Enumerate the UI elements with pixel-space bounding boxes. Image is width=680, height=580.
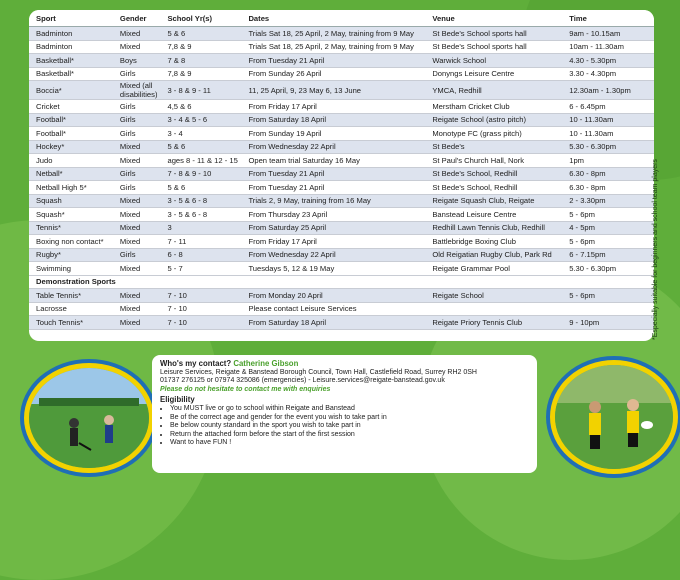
cell-dates: From Thursday 23 April xyxy=(241,208,425,222)
cell-school-years: 7 - 10 xyxy=(160,302,241,316)
cell-venue: Reigate School (astro pitch) xyxy=(425,113,562,127)
cell-dates: From Tuesday 21 April xyxy=(241,181,425,195)
cell-dates: Open team trial Saturday 16 May xyxy=(241,154,425,168)
cell-school-years: 7 - 11 xyxy=(160,235,241,249)
section-title: Demonstration Sports xyxy=(29,275,654,289)
cell-sport: Boccia* xyxy=(29,81,113,100)
cell-time: 5.30 - 6.30pm xyxy=(562,262,654,276)
table-row xyxy=(29,302,654,316)
cell-venue: St Bede's School sports hall xyxy=(425,40,562,54)
cell-venue: Banstead Leisure Centre xyxy=(425,208,562,222)
cell-sport: Swimming xyxy=(29,262,113,276)
cell-school-years: 4,5 & 6 xyxy=(160,100,241,114)
cell-gender: Mixed xyxy=(113,221,161,235)
cell-sport: Touch Tennis* xyxy=(29,316,113,330)
cell-dates: Tuesdays 5, 12 & 19 May xyxy=(241,262,425,276)
cell-sport: Cricket xyxy=(29,100,113,114)
table-row xyxy=(29,208,654,222)
cell-time: 5 - 6pm xyxy=(562,235,654,249)
cell-dates: Trials Sat 18, 25 April, 2 May, training from 9 May xyxy=(241,27,425,41)
cell-dates: From Sunday 26 April xyxy=(241,67,425,81)
cell-dates: Please contact Leisure Services xyxy=(241,302,425,316)
cell-time: 1pm xyxy=(562,154,654,168)
contact-heading-label: Who's my contact? xyxy=(160,359,232,368)
cell-venue: St Bede's School, Redhill xyxy=(425,181,562,195)
table-row xyxy=(29,154,654,168)
table-row xyxy=(29,27,654,41)
cell-school-years: 7 - 10 xyxy=(160,316,241,330)
cell-school-years: 3 - 8 & 9 - 11 xyxy=(160,81,241,100)
cell-school-years: 7,8 & 9 xyxy=(160,67,241,81)
table-row xyxy=(29,54,654,68)
cell-venue: Reigate Grammar Pool xyxy=(425,262,562,276)
cell-gender: Girls xyxy=(113,167,161,181)
contact-phone-email[interactable]: 01737 276125 or 07974 325086 (emergencies) - Leisure.services@reigate-banstead.gov.uk xyxy=(160,377,445,385)
eligibility-title: Eligibility xyxy=(160,395,195,405)
contact-address: Leisure Services, Reigate & Banstead Borough Council, Town Hall, Castlefield Road, Surrey RH2 0SH xyxy=(160,368,477,376)
cell-sport: Rugby* xyxy=(29,248,113,262)
cell-school-years: 5 & 6 xyxy=(160,140,241,154)
cell-venue: Redhill Lawn Tennis Club, Redhill xyxy=(425,221,562,235)
cell-time: 10am - 11.30am xyxy=(562,40,654,54)
cell-venue: Reigate School xyxy=(425,289,562,303)
cell-school-years: 7 & 8 xyxy=(160,54,241,68)
eligibility-item: • Be of the correct age and gender for the event you wish to take part in xyxy=(170,414,529,423)
column-header-gender: Gender xyxy=(113,10,161,27)
cell-gender: Girls xyxy=(113,100,161,114)
cell-sport: Judo xyxy=(29,154,113,168)
cell-school-years: ages 8 - 11 & 12 - 15 xyxy=(160,154,241,168)
cell-school-years: 5 & 6 xyxy=(160,27,241,41)
cell-dates: Trials 2, 9 May, training from 16 May xyxy=(241,194,425,208)
cell-venue xyxy=(425,302,562,316)
cell-time: 5 - 6pm xyxy=(562,208,654,222)
eligibility-list xyxy=(160,405,529,448)
cell-sport: Hockey* xyxy=(29,140,113,154)
cell-sport: Squash* xyxy=(29,208,113,222)
column-header-sport: Sport xyxy=(29,10,113,27)
side-note: *Especially suitable for beginners and school team players xyxy=(652,159,659,340)
table-row xyxy=(29,262,654,276)
column-header-venue: Venue xyxy=(425,10,562,27)
section-header-row xyxy=(29,275,654,289)
cell-gender: Mixed (all disabilities) xyxy=(113,81,161,100)
eligibility-item: • You MUST live or go to school within Reigate and Banstead xyxy=(170,405,529,414)
cell-time: 5.30 - 6.30pm xyxy=(562,140,654,154)
table-row xyxy=(29,40,654,54)
eligibility-item: • Be below county standard in the sport you wish to take part in xyxy=(170,422,529,431)
cell-gender: Mixed xyxy=(113,154,161,168)
cell-gender: Mixed xyxy=(113,235,161,249)
cell-school-years: 5 & 6 xyxy=(160,181,241,195)
cell-gender: Girls xyxy=(113,67,161,81)
table-row xyxy=(29,221,654,235)
cell-school-years: 3 - 4 xyxy=(160,127,241,141)
cell-dates: From Monday 20 April xyxy=(241,289,425,303)
cell-school-years: 6 - 8 xyxy=(160,248,241,262)
cell-gender: Girls xyxy=(113,113,161,127)
cell-gender: Boys xyxy=(113,54,161,68)
cell-time: 6.30 - 8pm xyxy=(562,167,654,181)
cell-dates: From Wednesday 22 April xyxy=(241,248,425,262)
table-row xyxy=(29,289,654,303)
rugby-photo xyxy=(550,360,678,474)
column-header-school-years: School Yr(s) xyxy=(160,10,241,27)
contact-note: Please do not hesitate to contact me with enquiries xyxy=(160,385,331,393)
cell-dates: From Friday 17 April xyxy=(241,100,425,114)
cell-dates: From Sunday 19 April xyxy=(241,127,425,141)
cell-dates: From Saturday 25 April xyxy=(241,221,425,235)
cell-school-years: 3 - 4 & 5 - 6 xyxy=(160,113,241,127)
cell-time: 4 - 5pm xyxy=(562,221,654,235)
table-row xyxy=(29,67,654,81)
cell-gender: Mixed xyxy=(113,262,161,276)
cell-dates: From Friday 17 April xyxy=(241,235,425,249)
cell-venue: St Bede's School, Redhill xyxy=(425,167,562,181)
cell-time: 2 - 3.30pm xyxy=(562,194,654,208)
column-header-time: Time xyxy=(562,10,654,27)
cell-time: 6 - 7.15pm xyxy=(562,248,654,262)
eligibility-item: • Want to have FUN ! xyxy=(170,439,529,448)
schedule-table xyxy=(29,10,654,330)
cell-school-years: 5 - 7 xyxy=(160,262,241,276)
cell-venue: St Bede's xyxy=(425,140,562,154)
cell-venue: Monotype FC (grass pitch) xyxy=(425,127,562,141)
cell-sport: Badminton xyxy=(29,40,113,54)
cell-time: 12.30am - 1.30pm xyxy=(562,81,654,100)
rugby-photo-image xyxy=(555,365,673,469)
cell-school-years: 3 xyxy=(160,221,241,235)
table-row xyxy=(29,181,654,195)
cell-sport: Squash xyxy=(29,194,113,208)
cell-gender: Mixed xyxy=(113,40,161,54)
cell-gender: Mixed xyxy=(113,316,161,330)
cell-venue: Old Reigatian Rugby Club, Park Rd xyxy=(425,248,562,262)
contact-box xyxy=(152,355,537,473)
cell-venue: St Bede's School sports hall xyxy=(425,27,562,41)
cell-sport: Badminton xyxy=(29,27,113,41)
cell-sport: Football* xyxy=(29,113,113,127)
cell-venue: Warwick School xyxy=(425,54,562,68)
cell-venue: Donyngs Leisure Centre xyxy=(425,67,562,81)
cell-sport: Basketball* xyxy=(29,54,113,68)
contact-name: Catherine Gibson xyxy=(233,359,299,368)
cell-time: 9am - 10.15am xyxy=(562,27,654,41)
cell-gender: Girls xyxy=(113,248,161,262)
cell-gender: Mixed xyxy=(113,27,161,41)
eligibility-item: • Return the attached form before the start of the first session xyxy=(170,431,529,440)
table-row xyxy=(29,127,654,141)
cell-venue: YMCA, Redhill xyxy=(425,81,562,100)
cell-sport: Netball High 5* xyxy=(29,181,113,195)
cell-time: 9 - 10pm xyxy=(562,316,654,330)
column-header-dates: Dates xyxy=(241,10,425,27)
cell-venue: Battlebridge Boxing Club xyxy=(425,235,562,249)
cell-sport: Basketball* xyxy=(29,67,113,81)
cell-school-years: 3 - 5 & 6 - 8 xyxy=(160,194,241,208)
cell-time: 6.30 - 8pm xyxy=(562,181,654,195)
cell-venue: St Paul's Church Hall, Nork xyxy=(425,154,562,168)
hockey-photo-image xyxy=(29,368,149,468)
cell-sport: Table Tennis* xyxy=(29,289,113,303)
table-row xyxy=(29,235,654,249)
cell-dates: From Tuesday 21 April xyxy=(241,167,425,181)
cell-sport: Netball* xyxy=(29,167,113,181)
table-row xyxy=(29,113,654,127)
cell-dates: From Saturday 18 April xyxy=(241,113,425,127)
hockey-photo xyxy=(24,363,154,473)
table-row xyxy=(29,316,654,330)
cell-gender: Mixed xyxy=(113,289,161,303)
cell-time: 6 - 6.45pm xyxy=(562,100,654,114)
table-row xyxy=(29,81,654,100)
cell-dates: From Tuesday 21 April xyxy=(241,54,425,68)
table-row xyxy=(29,140,654,154)
cell-venue: Reigate Squash Club, Reigate xyxy=(425,194,562,208)
cell-gender: Mixed xyxy=(113,194,161,208)
table-row xyxy=(29,194,654,208)
cell-gender: Girls xyxy=(113,181,161,195)
cell-dates: From Saturday 18 April xyxy=(241,316,425,330)
cell-gender: Mixed xyxy=(113,302,161,316)
contact-heading xyxy=(160,360,529,369)
cell-dates: 11, 25 April, 9, 23 May 6, 13 June xyxy=(241,81,425,100)
cell-dates: Trials Sat 18, 25 April, 2 May, training from 9 May xyxy=(241,40,425,54)
cell-time: 10 - 11.30am xyxy=(562,127,654,141)
cell-school-years: 7,8 & 9 xyxy=(160,40,241,54)
cell-time: 4.30 - 5.30pm xyxy=(562,54,654,68)
cell-venue: Reigate Priory Tennis Club xyxy=(425,316,562,330)
cell-school-years: 7 - 8 & 9 - 10 xyxy=(160,167,241,181)
schedule-panel xyxy=(29,10,654,341)
table-header-row xyxy=(29,10,654,27)
table-row xyxy=(29,248,654,262)
cell-gender: Mixed xyxy=(113,140,161,154)
cell-school-years: 3 - 5 & 6 - 8 xyxy=(160,208,241,222)
cell-gender: Girls xyxy=(113,127,161,141)
cell-school-years: 7 - 10 xyxy=(160,289,241,303)
cell-sport: Lacrosse xyxy=(29,302,113,316)
table-row xyxy=(29,167,654,181)
cell-sport: Football* xyxy=(29,127,113,141)
cell-time: 10 - 11.30am xyxy=(562,113,654,127)
cell-gender: Mixed xyxy=(113,208,161,222)
cell-time: 3.30 - 4.30pm xyxy=(562,67,654,81)
cell-time: 5 - 6pm xyxy=(562,289,654,303)
cell-sport: Tennis* xyxy=(29,221,113,235)
cell-venue: Merstham Cricket Club xyxy=(425,100,562,114)
table-row xyxy=(29,100,654,114)
cell-dates: From Wednesday 22 April xyxy=(241,140,425,154)
cell-sport: Boxing non contact* xyxy=(29,235,113,249)
cell-time xyxy=(562,302,654,316)
